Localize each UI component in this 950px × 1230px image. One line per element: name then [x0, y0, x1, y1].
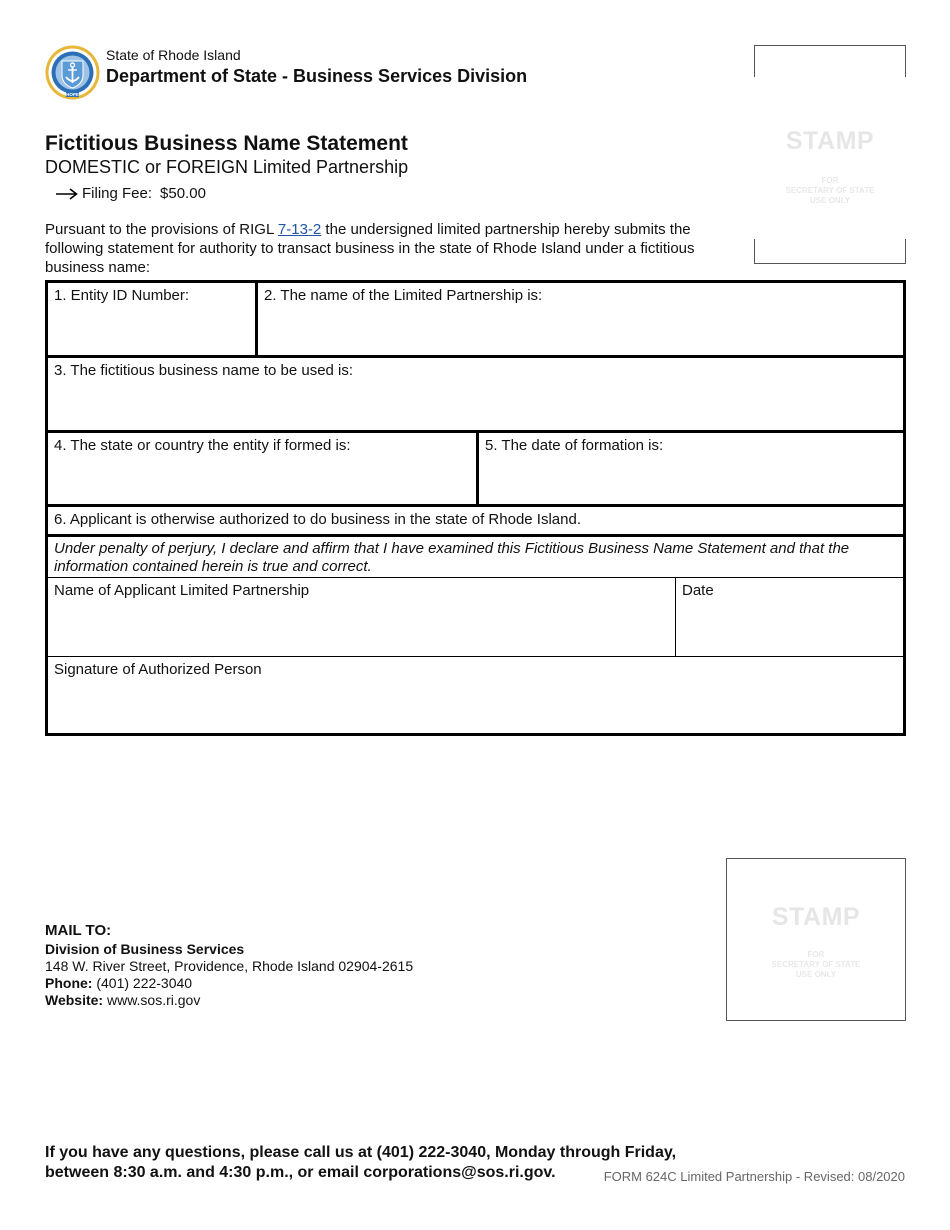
mail-address: 148 W. River Street, Providence, Rhode Island 02904-2615 [45, 958, 414, 974]
fictitious-name-field[interactable]: 3. The fictitious business name to be used is: [54, 362, 354, 379]
form-row-3 [48, 358, 903, 433]
mail-to-block [45, 922, 413, 1009]
mail-website [45, 992, 413, 1009]
website-url: www.sos.ri.gov [103, 992, 201, 1008]
stamp-note-3: USE ONLY [809, 196, 851, 205]
filing-fee-label: Filing Fee: [82, 185, 153, 202]
form-row-6 [48, 507, 903, 537]
phone-number: (401) 222-3040 [92, 975, 193, 991]
stamp-frame-top [754, 45, 906, 77]
phone-label: Phone: [45, 975, 93, 991]
entity-id-field[interactable]: 1. Entity ID Number: [48, 283, 258, 355]
intro-paragraph [45, 220, 705, 277]
partnership-name-field[interactable]: 2. The name of the Limited Partnership is: [264, 287, 543, 304]
date-field[interactable]: Date [682, 582, 714, 599]
stamp-box-bottom [726, 858, 906, 1021]
mail-division: Division of Business Services [45, 941, 245, 957]
questions-line-2: between 8:30 a.m. and 4:30 p.m., or email corporations@sos.ri.gov. [45, 1164, 556, 1181]
stamp-note-bottom-2: SECRETARY OF STATE [771, 960, 861, 969]
svg-text:HOPE: HOPE [66, 92, 79, 97]
form-row-4 [48, 433, 903, 507]
stamp-box-top [754, 45, 906, 264]
arrow-right-icon [55, 187, 79, 201]
rhode-island-seal-icon [45, 45, 100, 100]
applicant-row [48, 578, 903, 657]
rigl-link[interactable]: 7-13-2 [277, 221, 322, 238]
stamp-label-bottom: STAMP [771, 903, 861, 931]
stamp-frame-bottom [754, 239, 906, 264]
stamp-note-bottom-3: USE ONLY [795, 970, 837, 979]
formation-date-field[interactable]: 5. The date of formation is: [485, 437, 664, 454]
applicant-name-field[interactable]: Name of Applicant Limited Partnership [48, 578, 676, 656]
department-name: Department of State - Business Services Division [106, 66, 528, 86]
intro-text-after: the undersigned limited partnership hereby submits the following statement for authority to transact business in the state of Rhode Island under a fictitious business name: [45, 221, 695, 276]
signature-field[interactable]: Signature of Authorized Person [54, 661, 262, 678]
form-row-1 [48, 283, 903, 358]
state-country-field[interactable]: 4. The state or country the entity if formed is: [48, 433, 479, 504]
state-name: State of Rhode Island [106, 47, 241, 63]
stamp-note-bottom-1: FOR [807, 950, 825, 959]
form-subtitle: DOMESTIC or FOREIGN Limited Partnership [45, 157, 409, 177]
perjury-declaration: Under penalty of perjury, I declare and affirm that I have examined this Fictitious Business Name Statement and that the information contained herein is true and correct. [54, 540, 850, 575]
declaration-row [48, 537, 903, 578]
application-form [45, 280, 906, 736]
website-label: Website: [45, 992, 104, 1008]
form-code: FORM 624C Limited Partnership - Revised: 08/2020 [603, 1169, 905, 1184]
stamp-label: STAMP [785, 127, 875, 155]
mail-phone [45, 975, 413, 992]
mail-to-title: MAIL TO: [45, 922, 112, 939]
filing-fee [55, 185, 206, 202]
authorization-statement: 6. Applicant is otherwise authorized to do business in the state of Rhode Island. [54, 511, 581, 528]
stamp-note-2: SECRETARY OF STATE [785, 186, 875, 195]
form-title: Fictitious Business Name Statement [45, 132, 408, 155]
signature-row [48, 657, 903, 733]
intro-text-before: Pursuant to the provisions of RIGL [45, 221, 278, 238]
questions-line-1: If you have any questions, please call us at (401) 222-3040, Monday through Friday, [45, 1144, 677, 1161]
filing-fee-amount: $50.00 [160, 185, 206, 202]
questions-note [45, 1143, 676, 1183]
stamp-note-1: FOR [821, 176, 839, 185]
